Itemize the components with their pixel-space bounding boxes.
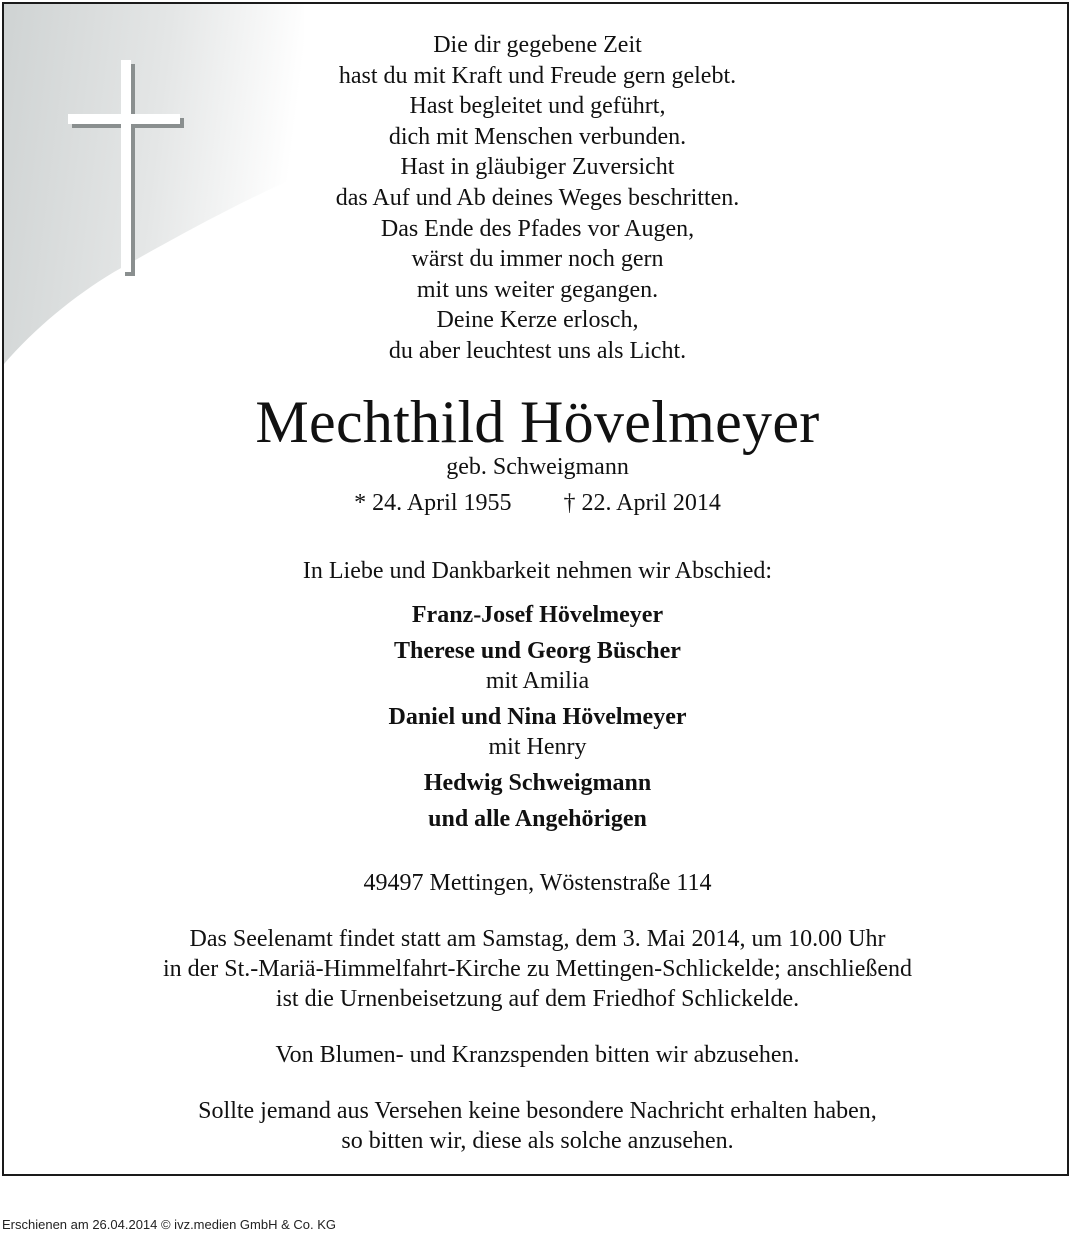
obituary-notice bbox=[2, 2, 1069, 1176]
mass-notice bbox=[4, 924, 1069, 1014]
mourner-name: und alle Angehörigen bbox=[428, 806, 647, 832]
closing-notice-line: so bitten wir, diese als solche anzusehen. bbox=[341, 1128, 734, 1154]
poem-line: Die dir gegebene Zeit bbox=[433, 32, 642, 58]
poem-line: Hast in gläubiger Zuversicht bbox=[400, 154, 675, 181]
mourner-name: Therese und Georg Büscher bbox=[394, 638, 681, 664]
deceased-name: Mechthild Hövelmeyer bbox=[255, 389, 820, 455]
mourner-name: Franz-Josef Hövelmeyer bbox=[411, 602, 664, 628]
birth-date: * 24. April 1955 bbox=[354, 490, 512, 516]
poem-line: Das Ende des Pfades vor Augen, bbox=[380, 215, 695, 242]
life-dates bbox=[4, 488, 1069, 518]
poem-line: Deine Kerze erlosch, bbox=[436, 307, 639, 334]
closing-notice bbox=[4, 1096, 1069, 1156]
mourner-sub: mit Henry bbox=[488, 734, 587, 760]
mourner-sub: mit Amilia bbox=[485, 668, 590, 694]
poem-line: das Auf und Ab deines Weges beschritten. bbox=[335, 184, 740, 211]
maiden-name: geb. Schweigmann bbox=[446, 454, 629, 480]
mass-notice-line: Das Seelenamt findet statt am Samstag, dem 3. Mai 2014, um 10.00 Uhr bbox=[189, 926, 886, 952]
flowers-notice: Von Blumen- und Kranzspenden bitten wir abzusehen. bbox=[275, 1042, 800, 1068]
poem-line: du aber leuchtest uns als Licht. bbox=[388, 337, 687, 364]
closing-notice-line: Sollte jemand aus Versehen keine besondere Nachricht erhalten haben, bbox=[198, 1098, 877, 1124]
family-address: 49497 Mettingen, Wöstenstraße 114 bbox=[363, 870, 712, 896]
poem-line: dich mit Menschen verbunden. bbox=[388, 123, 687, 150]
poem-line: hast du mit Kraft und Freude gern gelebt. bbox=[338, 62, 737, 89]
farewell-line: In Liebe und Dankbarkeit nehmen wir Abschied: bbox=[302, 558, 773, 584]
poem-line: wärst du immer noch gern bbox=[411, 246, 664, 273]
poem-line: mit uns weiter gegangen. bbox=[416, 276, 659, 303]
mourners-list bbox=[4, 600, 1069, 834]
poem-line: Hast begleitet und geführt, bbox=[409, 93, 666, 120]
publication-footer: Erschienen am 26.04.2014 © ivz.medien GmbH & Co. KG bbox=[2, 1217, 337, 1232]
death-date: † 22. April 2014 bbox=[563, 490, 721, 516]
mourner-name: Hedwig Schweigmann bbox=[423, 770, 652, 796]
mourner-name: Daniel und Nina Hövelmeyer bbox=[388, 704, 687, 730]
memorial-poem bbox=[4, 30, 1069, 367]
mass-notice-line: ist die Urnenbeisetzung auf dem Friedhof Schlickelde. bbox=[275, 986, 800, 1012]
mass-notice-line: in der St.-Mariä-Himmelfahrt-Kirche zu Mettingen-Schlickelde; anschließend bbox=[162, 956, 913, 982]
